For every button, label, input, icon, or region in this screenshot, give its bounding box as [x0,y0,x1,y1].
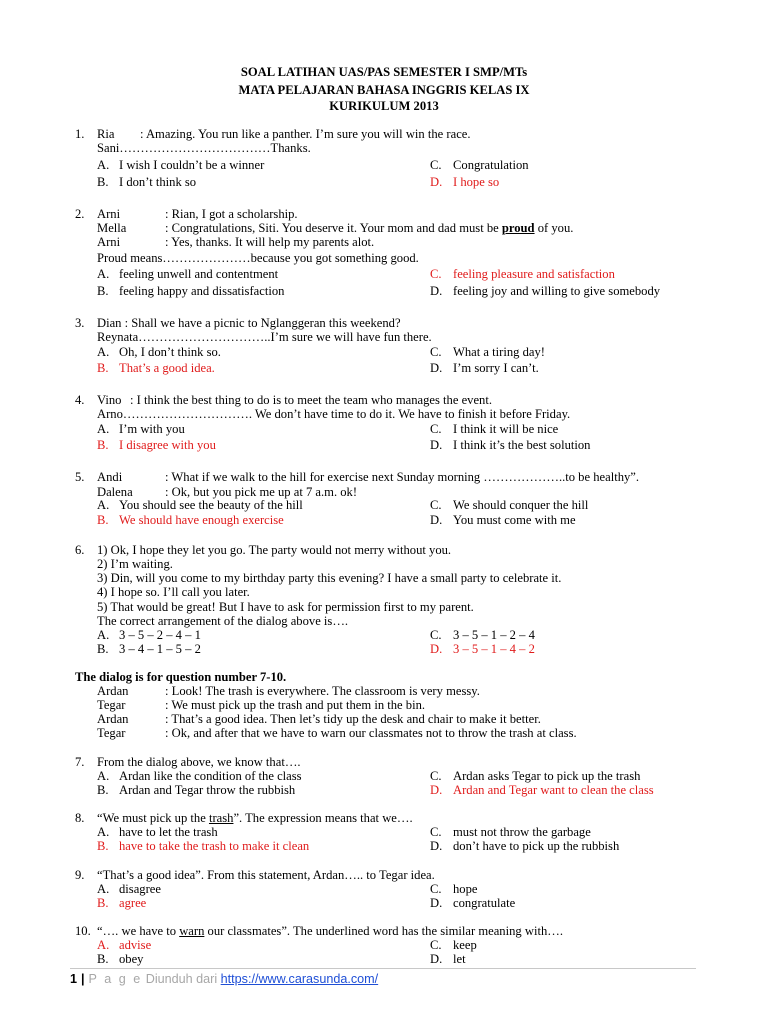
option-a: disagree [119,882,161,896]
option-letter: A. [97,422,110,436]
text: our classmates”. The underlined word has the similar meaning with…. [204,924,563,938]
option-letter: D. [430,952,443,966]
option-letter: A. [97,825,110,839]
page-number: 1 [70,972,78,986]
option-b: I don’t think so [119,175,197,189]
question-prompt [97,811,413,826]
option-a: 3 – 5 – 2 – 4 – 1 [119,628,201,642]
question-number: 3. [75,316,85,330]
question-prompt: The correct arrangement of the dialog above is…. [97,614,349,628]
option-letter: A. [97,498,110,512]
option-letter: B. [97,438,109,452]
page-label: P a g e [88,972,143,986]
dialog-line: 1) Ok, I hope they let you go. The party would not merry without you. [97,543,452,557]
text: of you. [534,221,574,235]
option-d: You must come with me [453,513,576,527]
dialog-line: : Ok, and after that we have to warn our classmates not to throw the trash at class. [165,726,577,740]
question-number: 9. [75,868,85,882]
option-letter: D. [430,513,443,527]
option-a: I’m with you [119,422,185,436]
dialog-line: Dian : Shall we have a picnic to Nglanggeran this weekend? [97,316,401,330]
question-prompt: “That’s a good idea”. From this statement, Ardan….. to Tegar idea. [97,868,435,882]
option-letter: D. [430,839,443,853]
option-letter: C. [430,267,442,281]
question-prompt [97,924,563,939]
option-letter: D. [430,438,443,452]
option-a: have to let the trash [119,825,218,839]
speaker: Ria [97,127,115,141]
dialog-line: : I think the best thing to do is to meet the team who manages the event. [130,393,492,407]
dialog-line: Reynata…………………………..I’m sure we will have fun there. [97,330,432,344]
option-c-answer: feeling pleasure and satisfaction [453,267,615,281]
option-c: Congratulation [453,158,529,172]
dialog-line: : That’s a good idea. Then let’s tidy up the desk and chair to make it better. [165,712,541,726]
option-b-answer: have to take the trash to make it clean [119,839,310,853]
dialog-line: 5) That would be great! But I have to ask for permission first to my parent. [97,600,474,614]
underlined-word: warn [179,924,205,938]
question-number: 5. [75,470,85,484]
question-number: 4. [75,393,85,407]
text: ”. The expression means that we…. [233,811,413,825]
option-d: don’t have to pick up the rubbish [453,839,620,853]
option-letter: C. [430,498,442,512]
text: “We must pick up the [97,811,209,825]
option-letter: D. [430,284,443,298]
dialog-line: : Yes, thanks. It will help my parents alot. [165,235,375,249]
footer-divider [70,968,696,969]
option-letter: C. [430,882,442,896]
option-letter: A. [97,158,110,172]
dialog-line: : We must pick up the trash and put them in the bin. [165,698,426,712]
dialog-line: : Look! The trash is everywhere. The classroom is very messy. [165,684,480,698]
doc-title-line2: MATA PELAJARAN BAHASA INGGRIS KELAS IX [238,83,530,97]
source-link[interactable]: https://www.carasunda.com/ [220,972,379,986]
option-letter: D. [430,175,443,189]
speaker: Arni [97,207,121,221]
speaker: Tegar [97,726,126,740]
speaker: Andi [97,470,123,484]
download-label: Diunduh dari [145,972,218,986]
option-letter: A. [97,628,110,642]
option-d-answer: I hope so [453,175,500,189]
option-a-answer: advise [119,938,152,952]
option-c: keep [453,938,477,952]
option-letter: C. [430,422,442,436]
question-number: 7. [75,755,85,769]
option-b: feeling happy and dissatisfaction [119,284,285,298]
option-d-answer: 3 – 5 – 1 – 4 – 2 [453,642,535,656]
dialog-line: Arno…………………………. We don’t have time to do it. We have to finish it before Friday. [97,407,571,421]
speaker: Mella [97,221,127,235]
speaker: Tegar [97,698,126,712]
dialog-line: 2) I’m waiting. [97,557,173,571]
option-c: Ardan asks Tegar to pick up the trash [453,769,641,783]
speaker: Dalena [97,485,133,499]
option-letter: C. [430,158,442,172]
question-number: 1. [75,127,85,141]
option-d-answer: Ardan and Tegar want to clean the class [453,783,654,797]
underlined-word: trash [208,811,234,825]
option-c: We should conquer the hill [453,498,589,512]
dialog-line: : Ok, but you pick me up at 7 a.m. ok! [165,485,358,499]
footer-separator: | [81,972,85,986]
speaker: Vino [97,393,122,407]
dialog-line [165,221,573,236]
option-letter: C. [430,825,442,839]
page-footer [70,972,378,987]
option-a: I wish I couldn’t be a winner [119,158,265,172]
option-letter: D. [430,642,443,656]
option-letter: C. [430,345,442,359]
option-b-answer: That’s a good idea. [119,361,215,375]
question-number: 2. [75,207,85,221]
dialog-line: 4) I hope so. I’ll call you later. [97,585,250,599]
text: : Congratulations, Siti. You deserve it. Your mom and dad must be [165,221,502,235]
option-b: Ardan and Tegar throw the rubbish [119,783,296,797]
option-letter: B. [97,952,109,966]
option-letter: B. [97,642,109,656]
option-d: feeling joy and willing to give somebody [453,284,661,298]
question-number: 6. [75,543,85,557]
option-letter: B. [97,896,109,910]
question-number: 8. [75,811,85,825]
option-c: 3 – 5 – 1 – 2 – 4 [453,628,535,642]
option-a: Ardan like the condition of the class [119,769,302,783]
option-letter: A. [97,882,110,896]
option-letter: A. [97,938,110,952]
option-letter: C. [430,628,442,642]
underlined-word: proud [501,221,535,235]
option-b: 3 – 4 – 1 – 5 – 2 [119,642,201,656]
option-b: obey [119,952,144,966]
option-b-answer: We should have enough exercise [119,513,284,527]
option-letter: C. [430,938,442,952]
option-d: let [453,952,466,966]
dialog-line: : Amazing. You run like a panther. I’m sure you will win the race. [140,127,471,141]
option-letter: B. [97,361,109,375]
option-letter: B. [97,839,109,853]
option-letter: D. [430,361,443,375]
question-number: 10. [75,924,91,938]
text: “…. we have to [97,924,180,938]
option-letter: A. [97,769,110,783]
option-d: I’m sorry I can’t. [453,361,539,375]
speaker: Ardan [97,712,129,726]
option-d: I think it’s the best solution [453,438,591,452]
option-letter: A. [97,345,110,359]
option-b-answer: agree [119,896,147,910]
speaker: Ardan [97,684,129,698]
option-letter: D. [430,783,443,797]
option-b-answer: I disagree with you [119,438,216,452]
option-c: I think it will be nice [453,422,559,436]
option-a: Oh, I don’t think so. [119,345,221,359]
doc-title-line1: SOAL LATIHAN UAS/PAS SEMESTER I SMP/MTs [240,65,528,79]
option-letter: C. [430,769,442,783]
question-prompt: From the dialog above, we know that…. [97,755,301,769]
option-letter: B. [97,175,109,189]
option-letter: B. [97,284,109,298]
option-letter: B. [97,783,109,797]
option-letter: A. [97,267,110,281]
doc-title-line3: KURIKULUM 2013 [329,99,439,113]
option-letter: D. [430,896,443,910]
speaker: Arni [97,235,121,249]
option-c: What a tiring day! [453,345,545,359]
option-c: hope [453,882,478,896]
dialog-heading: The dialog is for question number 7-10. [75,670,287,684]
option-a: You should see the beauty of the hill [119,498,303,512]
dialog-line: Sani………………………………Thanks. [97,141,311,155]
dialog-line: : What if we walk to the hill for exercise next Sunday morning ………………..to be healthy”. [165,470,640,484]
question-prompt: Proud means…………………because you got something good. [97,251,419,265]
option-letter: B. [97,513,109,527]
option-d: congratulate [453,896,516,910]
option-c: must not throw the garbage [453,825,591,839]
dialog-line: : Rian, I got a scholarship. [165,207,298,221]
dialog-line: 3) Din, will you come to my birthday party this evening? I have a small party to celebrate it. [97,571,562,585]
option-a: feeling unwell and contentment [119,267,279,281]
